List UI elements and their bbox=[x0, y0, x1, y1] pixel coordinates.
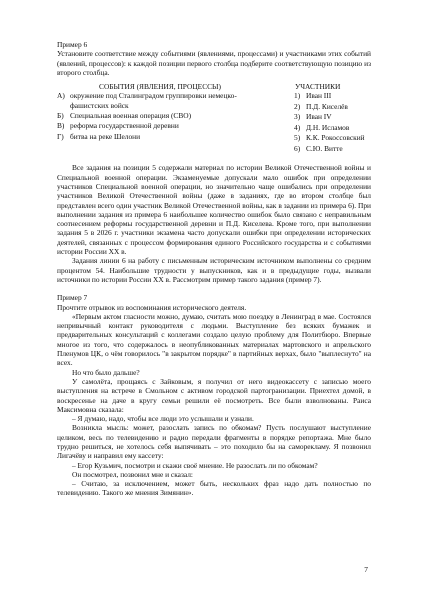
participant-text: К.К. Рокоссовский bbox=[306, 133, 365, 143]
event-item bbox=[57, 132, 263, 141]
participant-item bbox=[267, 112, 371, 121]
participant-key: 5) bbox=[294, 133, 301, 143]
participant-item bbox=[267, 123, 371, 132]
participant-key: 1) bbox=[294, 91, 301, 101]
example6-instruction: Установите соответствие между событиями (явлениями, процессами) и участниками этих событий (явлений, процессов): к каждой позиции первого столбца подберите соответствующую позицию из второго столбца. bbox=[57, 49, 371, 77]
event-item bbox=[57, 91, 263, 110]
quote-paragraph: – Егор Кузьмич, посмотри и скажи своё мнение. Не разослать ли по обкомам? bbox=[72, 460, 318, 470]
document-page bbox=[57, 40, 371, 498]
events-column bbox=[57, 82, 263, 154]
quote-paragraph: – Я думаю, надо, чтобы все люди это услышали и узнали. bbox=[72, 414, 254, 424]
participant-text: Д.Н. Исламов bbox=[306, 122, 350, 132]
participant-text: П.Д. Киселёв bbox=[306, 101, 348, 111]
quote-paragraph: Но что было дальше? bbox=[72, 367, 140, 377]
analysis-paragraph: Все задания на позиции 5 содержали материал по истории Великой Отечественной войны и Специальной военной операции. Экзаменуемые допускали мало ошибок при определении участников Специальной военной операции, но значительно чаще ошибались при определении участников Великой Отечественной войны (даже в заданиях, где во втором столбце был представлен всего один участник Великой Отечественной войны, как в задании из примера 6). При выполнении задания из примера 6 наибольшее количество ошибок было связано с неправильным соотнесением реформы государственной деревни и П.Д. Киселева. Кроме того, при выполнении задания 5 в 2026 г. участники экзамена часто допускали ошибки при определении исторических деятелей, связанных с процессом формирования единого Российского государства и с событиями истории России XX в. bbox=[57, 163, 371, 257]
participant-item bbox=[267, 144, 371, 153]
events-header: СОБЫТИЯ (ЯВЛЕНИЯ, ПРОЦЕССЫ) bbox=[99, 82, 221, 92]
participant-text: Иван IV bbox=[306, 112, 332, 122]
participant-text: С.Ю. Витте bbox=[306, 143, 343, 153]
example7-title: Пример 7 bbox=[57, 293, 88, 303]
example7-instruction: Прочтите отрывок из воспоминания исторического деятеля. bbox=[57, 302, 247, 312]
participant-key: 6) bbox=[294, 143, 301, 153]
event-key: Б) bbox=[57, 111, 64, 121]
quote-paragraph: Возникла мысль: может, разослать запись по обкомам? Пусть послушают выступление целиком, весь по телевидению и радио передали фрагменты в порядке репортажа. Мне было трудно решиться, не хотелось себя выпячивать – это походило бы на саморекламу. Я позвонил Лигачёву и направил ему кассету: bbox=[57, 423, 371, 461]
analysis-paragraph: Задания линии 6 на работу с письменным историческим источником выполнены со средним процентом 54. Наибольшие трудности у выпускников, как и в предыдущие годы, вызвали источники по истории России XX в. Рассмотрим пример такого задания (пример 7). bbox=[57, 256, 371, 284]
participant-item bbox=[267, 133, 371, 142]
event-text: реформа государственной деревни bbox=[70, 121, 179, 131]
quote-paragraph: У самолёта, прощаясь с Зайковым, я получил от него видеокассету с записью моего выступления на встрече в Смольном с активом городской партогранизации. Приехтел домой, в воскресенье на даче в кругу семьи решили её посмотреть. Все были взволнованы. Раиса Максимовна сказала: bbox=[57, 376, 371, 414]
page-number: 7 bbox=[364, 565, 368, 574]
participants-column bbox=[263, 82, 371, 154]
event-text: битва на реке Шелони bbox=[70, 131, 141, 141]
event-item bbox=[57, 111, 263, 120]
participant-key: 3) bbox=[294, 112, 301, 122]
participant-key: 4) bbox=[294, 122, 301, 132]
example6-title: Пример 6 bbox=[57, 40, 88, 49]
participants-header: УЧАСТНИКИ bbox=[295, 82, 341, 92]
participant-item bbox=[267, 102, 371, 111]
quote-paragraph: – Считаю, за исключением, может быть, нескольких фраз надо дать полностью по телевидению. Такого же мнения Зимянин». bbox=[57, 479, 371, 498]
participant-text: Иван III bbox=[306, 91, 332, 101]
event-key: В) bbox=[57, 121, 65, 131]
quote-paragraph: Он посмотрел, позвонил мне и сказал: bbox=[72, 469, 193, 479]
matching-table bbox=[57, 82, 371, 154]
event-key: Г) bbox=[57, 131, 64, 141]
participant-item bbox=[267, 91, 371, 100]
event-text: окружение под Сталинградом группировки немецко-фашистских войск bbox=[70, 91, 237, 110]
quote-paragraph: «Первым актом гласности можно, думаю, считать мою поездку в Ленинград в мае. Состоялся непривычный контакт руководителя с людьми. Выступление без всяких бумажек и предварительных консультаций с коллегами создало целую проблему для Политбюро. Впервые многое из того, что содержалось в неопубликованных материалах мартовского и апрельского Пленумов ЦК, о чём говорилось "в закрытом порядке" в партийных верхах, было "выплеснуто" на всех. bbox=[57, 311, 371, 368]
event-key: А) bbox=[57, 91, 65, 101]
event-item bbox=[57, 121, 263, 130]
participant-key: 2) bbox=[294, 101, 301, 111]
event-text: Специальная военная операция (СВО) bbox=[70, 111, 192, 121]
